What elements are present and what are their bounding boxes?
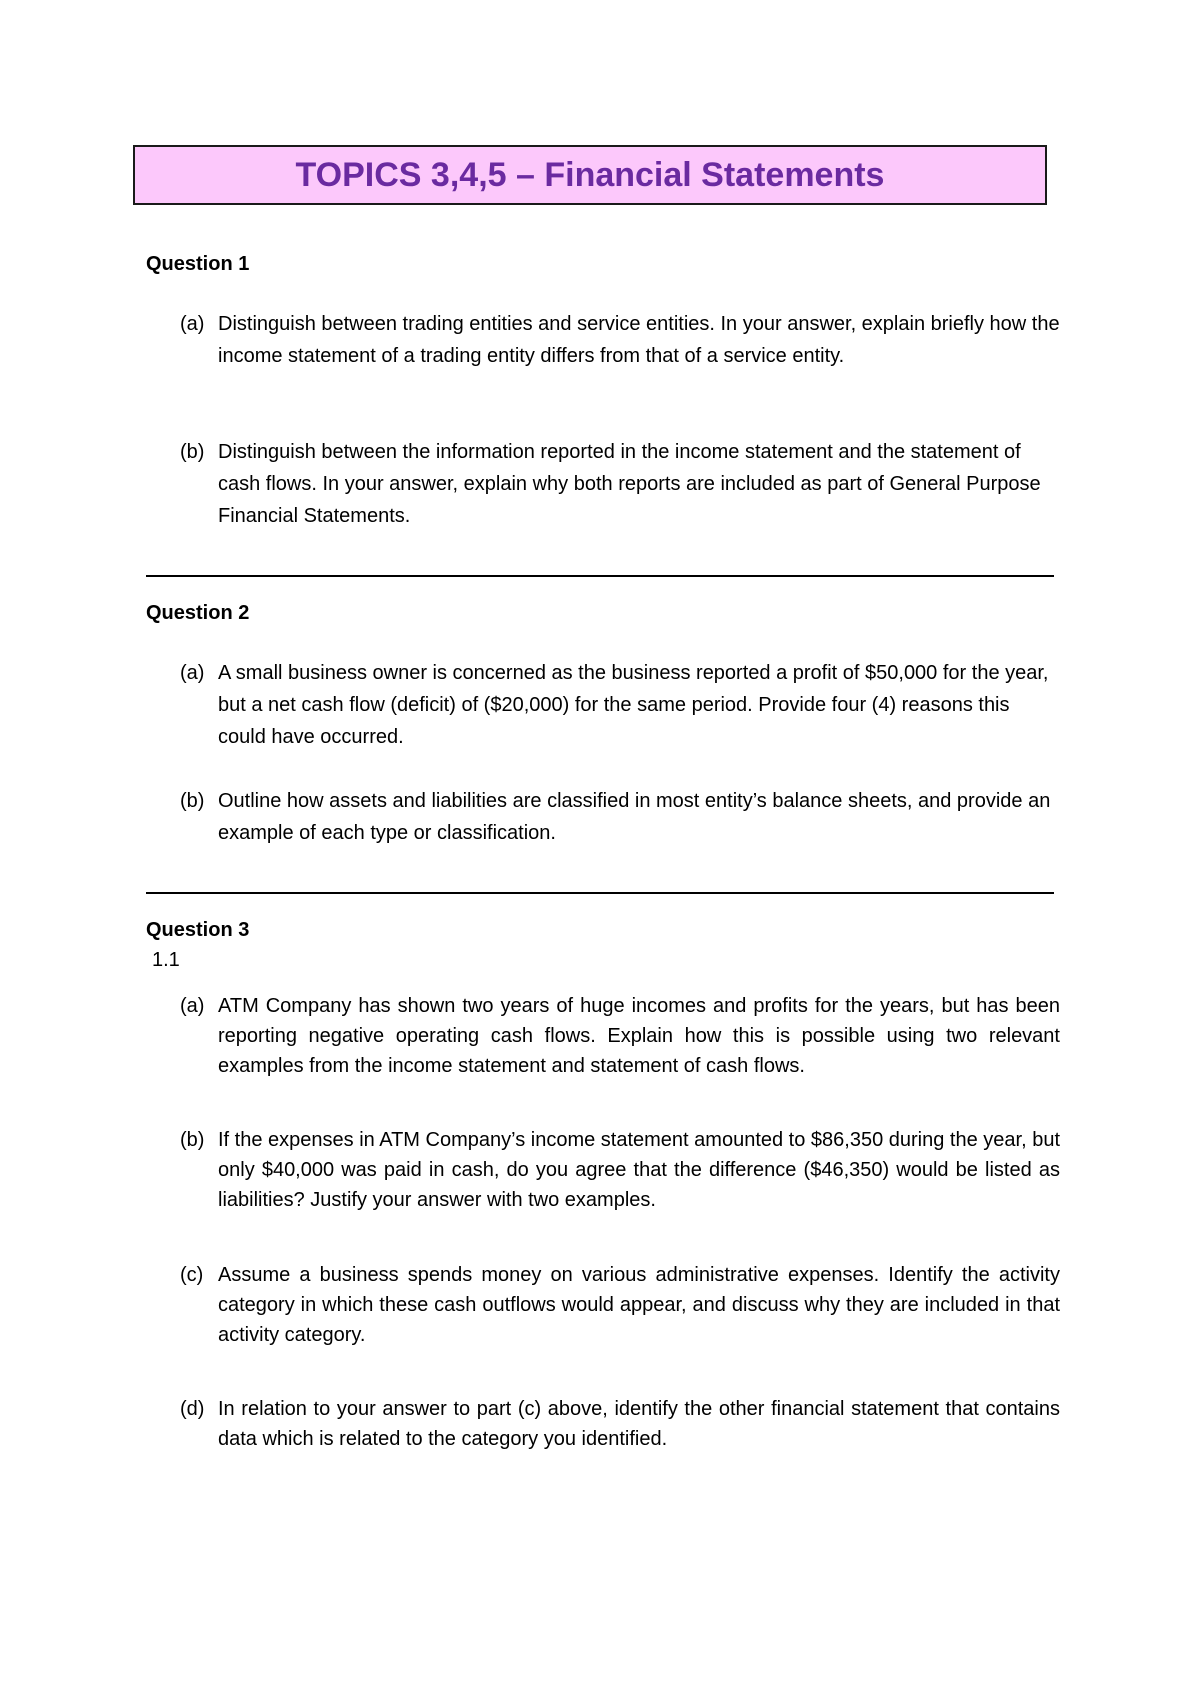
- item-marker: (c): [180, 1264, 204, 1286]
- item-marker: (a): [180, 662, 205, 684]
- item-marker: (a): [180, 313, 205, 335]
- question-2-heading: Question 2: [146, 602, 250, 624]
- item-text: Distinguish between trading entities and service entities. In your answer, explain briefly how the income statement of a trading entity differs from that of a service entity.: [218, 313, 1060, 367]
- question-3-part-d: [180, 1394, 1060, 1454]
- page-title: TOPICS 3,4,5 – Financial Statements: [295, 155, 885, 194]
- question-3-heading: Question 3: [146, 919, 250, 941]
- section-divider: [146, 892, 1054, 894]
- item-marker: (b): [180, 441, 205, 463]
- item-marker: (b): [180, 790, 205, 812]
- question-3-part-a: [180, 991, 1060, 1081]
- item-text: ATM Company has shown two years of huge incomes and profits for the years, but has been reporting negative operating cash flows. Explain how this is possible using two relevant examples from the income statement and statement of cash flows.: [218, 995, 1060, 1077]
- item-text: If the expenses in ATM Company’s income statement amounted to $86,350 during the year, but only $40,000 was paid in cash, do you agree that the difference ($46,350) would be listed as liabilities? Justify your answer with two examples.: [218, 1129, 1060, 1211]
- title-banner: [133, 145, 1047, 205]
- question-1-part-a: [180, 308, 1060, 372]
- question-1-part-b: [180, 436, 1060, 532]
- item-marker: (b): [180, 1129, 205, 1151]
- question-3-part-b: [180, 1125, 1060, 1215]
- item-text: Distinguish between the information reported in the income statement and the statement of cash flows. In your answer, explain why both reports are included as part of General Purpose Financial Statements.: [218, 441, 1041, 527]
- item-marker: (a): [180, 995, 205, 1017]
- item-text: Outline how assets and liabilities are classified in most entity’s balance sheets, and provide an example of each type or classification.: [218, 790, 1051, 844]
- question-2-part-a: [180, 657, 1060, 753]
- question-3-sub-number: 1.1: [152, 949, 180, 971]
- item-marker: (d): [180, 1398, 205, 1420]
- question-1-heading: Question 1: [146, 253, 250, 275]
- question-2-part-b: [180, 785, 1060, 849]
- question-3-part-c: [180, 1260, 1060, 1350]
- section-divider: [146, 575, 1054, 577]
- item-text: In relation to your answer to part (c) above, identify the other financial statement that contains data which is related to the category you identified.: [218, 1398, 1060, 1450]
- item-text: A small business owner is concerned as the business reported a profit of $50,000 for the year, but a net cash flow (deficit) of ($20,000) for the same period. Provide four (4) reasons this could have occurred.: [218, 662, 1049, 748]
- item-text: Assume a business spends money on various administrative expenses. Identify the activity category in which these cash outflows would appear, and discuss why they are included in that activity category.: [218, 1264, 1060, 1346]
